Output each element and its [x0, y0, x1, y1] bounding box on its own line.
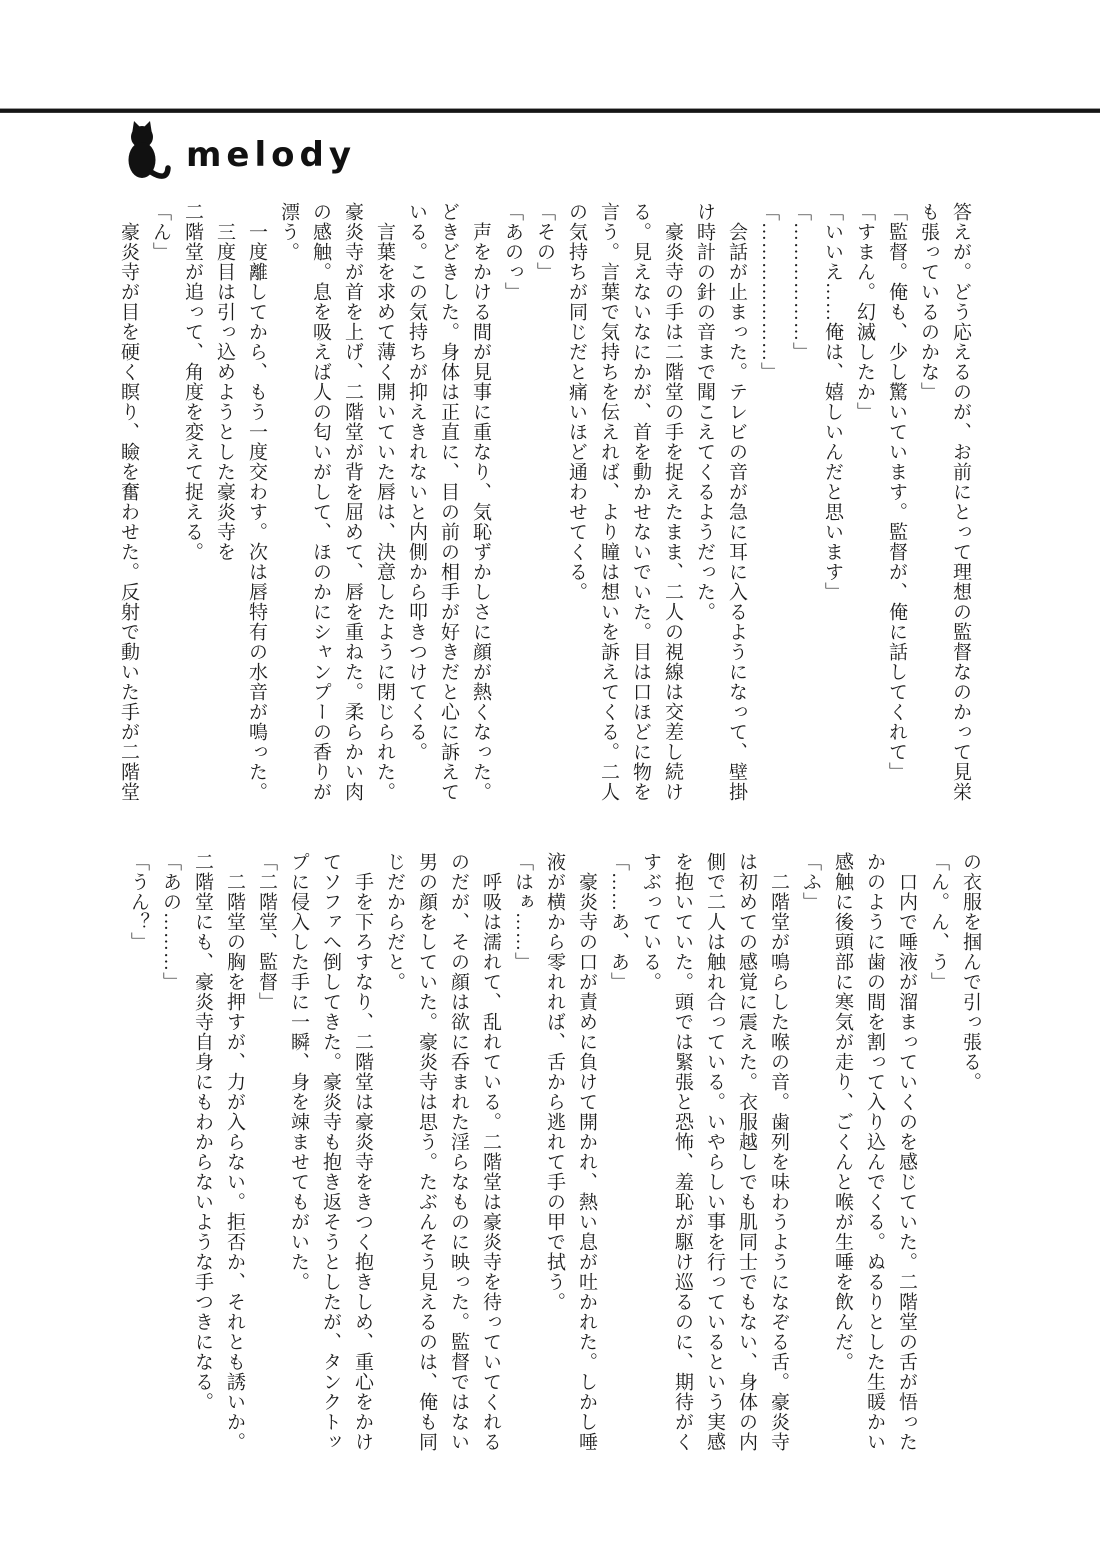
text-column: 「うん？」 [128, 852, 149, 952]
text-column: 「……あ、あ」 [608, 852, 629, 992]
text-column: 「ふ」 [800, 852, 821, 912]
text-column: 「ん。ん、う」 [928, 852, 949, 992]
cat-icon [120, 120, 172, 182]
text-column: 「監督。俺も、少し驚いています。監督が、俺に話してくれて」 [886, 202, 907, 782]
text-column: を抱いていた。頭では緊張と恐怖、羞恥が駆け巡るのに、期待がく [672, 852, 693, 1452]
text-column: 液が横から零れれば、舌から逃れて手の甲で拭う。 [544, 852, 565, 1312]
text-column: の感触。息を吸えば人の匂いがして、ほのかにシャンプーの香りが [310, 202, 331, 802]
text-column: 二階堂が追って、角度を変えて捉える。 [182, 202, 203, 562]
text-column: 「いいえ……俺は、嬉しいんだと思います」 [822, 202, 843, 602]
text-column: 「あの………」 [160, 852, 181, 992]
text-column: 側で二人は触れ合っている。いやらしい事を行っているという実感 [704, 852, 725, 1452]
text-section-bottom [122, 852, 986, 1456]
text-column: 漂う。 [278, 202, 299, 262]
text-column: 二階堂にも、豪炎寺自身にもわからないような手つきになる。 [192, 852, 213, 1412]
text-column: 呼吸は濡れて、乱れている。二階堂は豪炎寺を待っていてくれる [480, 852, 501, 1452]
text-column: 「ん」 [150, 202, 171, 262]
text-section-top [112, 202, 976, 806]
text-column: 手を下ろすなり、二階堂は豪炎寺をきつく抱きしめ、重心をかけ [352, 852, 373, 1452]
text-column: すぶっている。 [640, 852, 661, 992]
text-column: 感触に後頭部に寒気が走り、ごくんと喉が生唾を飲んだ。 [832, 852, 853, 1372]
text-column: 「すまん。幻滅したか」 [854, 202, 875, 422]
text-column: 「はぁ……」 [512, 852, 533, 972]
text-column: も張っているのかな」 [918, 202, 939, 402]
text-column: 豪炎寺が首を上げ、二階堂が背を屈めて、唇を重ねた。柔らかい肉 [342, 202, 363, 802]
text-column: のだが、その顔は欲に呑まれた淫らなものに映った。監督ではない [448, 852, 469, 1452]
text-column: 「二階堂、監督」 [256, 852, 277, 1012]
text-column: てソファへ倒してきた。豪炎寺も抱き返そうとしたが、タンクトッ [320, 852, 341, 1452]
text-column: 三度目は引っ込めようとした豪炎寺を [214, 202, 235, 562]
text-column: 「………………」 [790, 202, 811, 362]
text-column: 会話が止まった。テレビの音が急に耳に入るようになって、壁掛 [726, 202, 747, 802]
text-column: 言う。言葉で気持ちを伝えれば、より瞳は想いを訴えてくる。二人 [598, 202, 619, 802]
text-column: は初めての感覚に震えた。衣服越しでも肌同士でもない、身体の内 [736, 852, 757, 1452]
text-column: 一度離してから、もう一度交わす。次は唇特有の水音が鳴った。 [246, 202, 267, 802]
text-column: の衣服を掴んで引っ張る。 [960, 852, 981, 1092]
text-column: プに侵入した手に一瞬、身を竦ませてもがいた。 [288, 852, 309, 1292]
text-column: 口内で唾液が溜まっていくのを感じていた。二階堂の舌が悟った [896, 852, 917, 1452]
text-column: 「その」 [534, 202, 555, 282]
text-column: 二階堂が鳴らした喉の音。歯列を味わうようになぞる舌。豪炎寺 [768, 852, 789, 1452]
text-column: 豪炎寺が目を硬く瞑り、瞼を奮わせた。反射で動いた手が二階堂 [118, 202, 139, 802]
text-column: 答えが。どう応えるのが、お前にとって理想の監督なのかって見栄 [950, 202, 971, 802]
text-column: 言葉を求めて薄く開いていた唇は、決意したように閉じられた。 [374, 202, 395, 802]
text-column: る。見えないなにかが、首を動かせないでいた。目は口ほどに物を [630, 202, 651, 802]
text-column: どきどきした。身体は正直に、目の前の相手が好きだと心に訴えて [438, 202, 459, 802]
text-column: かのように歯の間を割って入り込んでくる。ぬるりとした生暖かい [864, 852, 885, 1452]
text-column: の気持ちが同じだと痛いほど通わせてくる。 [566, 202, 587, 602]
text-column: 豪炎寺の手は二階堂の手を捉えたまま、二人の視線は交差し続け [662, 202, 683, 802]
text-column: け時計の針の音まで聞こえてくるようだった。 [694, 202, 715, 622]
text-column: 豪炎寺の口が責めに負けて開かれ、熱い息が吐かれた。しかし唾 [576, 852, 597, 1452]
text-column: 「…………………」 [758, 202, 779, 382]
text-column: 二階堂の胸を押すが、力が入らない。拒否か、それとも誘いか。 [224, 852, 245, 1452]
logo-text: melody [186, 135, 357, 175]
text-column: いる。この気持ちが抑えきれないと内側から叩きつけてくる。 [406, 202, 427, 762]
text-column: 「あのっ」 [502, 202, 523, 302]
text-column: 声をかける間が見事に重なり、気恥ずかしさに顔が熱くなった。 [470, 202, 491, 802]
text-column: じだからだと。 [384, 852, 405, 992]
text-column: 男の顔をしていた。豪炎寺は思う。たぶんそう見えるのは、俺も同 [416, 852, 437, 1452]
header [120, 112, 356, 182]
